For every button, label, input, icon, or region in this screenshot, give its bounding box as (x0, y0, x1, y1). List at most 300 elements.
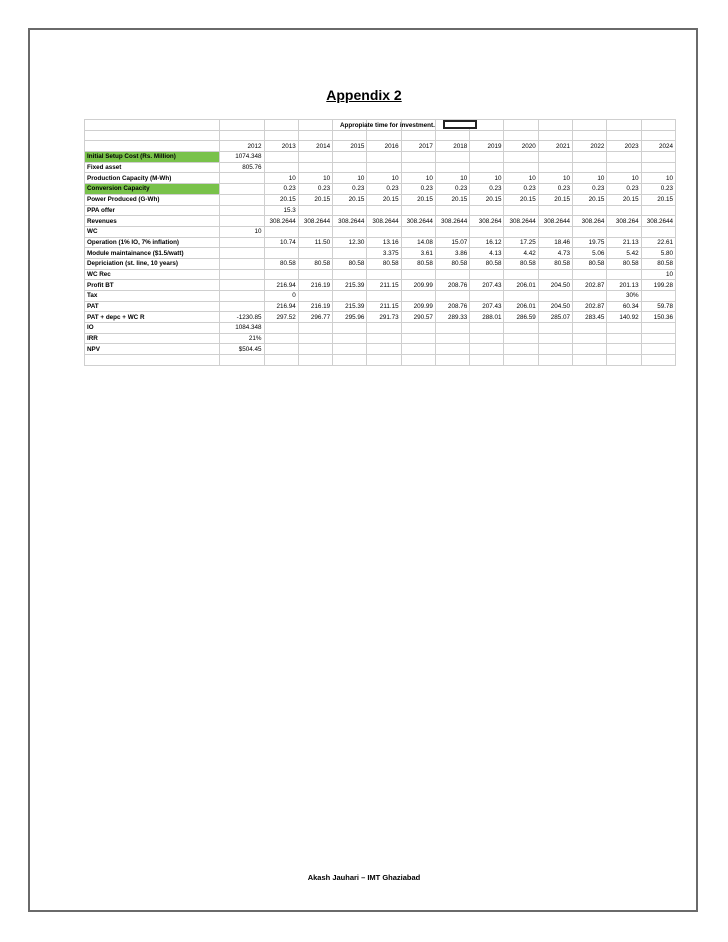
value-cell[interactable]: 13.16 (367, 237, 401, 248)
value-cell[interactable]: 308.2644 (401, 216, 435, 227)
value-cell[interactable] (504, 162, 538, 173)
value-cell[interactable]: 20.15 (298, 194, 332, 205)
value-cell[interactable] (641, 152, 675, 163)
value-cell[interactable]: 216.19 (298, 301, 332, 312)
value-cell[interactable]: 80.58 (538, 258, 572, 269)
value-cell[interactable] (220, 301, 264, 312)
value-cell[interactable] (264, 162, 298, 173)
value-cell[interactable] (298, 344, 332, 355)
value-cell[interactable] (401, 333, 435, 344)
value-cell[interactable] (367, 205, 401, 216)
value-cell[interactable]: 204.50 (538, 280, 572, 291)
value-cell[interactable] (367, 226, 401, 237)
value-cell[interactable]: 10 (470, 173, 504, 184)
selected-cell-box[interactable] (443, 120, 477, 129)
value-cell[interactable]: 286.59 (504, 312, 538, 323)
value-cell[interactable]: 140.92 (607, 312, 641, 323)
value-cell[interactable] (220, 291, 264, 302)
value-cell[interactable]: 17.25 (504, 237, 538, 248)
value-cell[interactable] (607, 205, 641, 216)
value-cell[interactable] (333, 291, 367, 302)
value-cell[interactable] (470, 291, 504, 302)
value-cell[interactable]: 22.61 (641, 237, 675, 248)
value-cell[interactable]: 12.30 (333, 237, 367, 248)
value-cell[interactable] (298, 269, 332, 280)
cell[interactable] (298, 120, 332, 131)
row-label[interactable]: Production Capacity (M-Wh) (85, 173, 220, 184)
value-cell[interactable] (435, 344, 469, 355)
value-cell[interactable]: 14.08 (401, 237, 435, 248)
cell[interactable] (264, 355, 298, 366)
value-cell[interactable] (573, 226, 607, 237)
value-cell[interactable] (435, 291, 469, 302)
value-cell[interactable]: 0.23 (298, 184, 332, 195)
cell[interactable] (504, 130, 538, 141)
value-cell[interactable] (607, 162, 641, 173)
value-cell[interactable]: 80.58 (367, 258, 401, 269)
year-header-cell[interactable]: 2019 (470, 141, 504, 152)
value-cell[interactable] (470, 205, 504, 216)
value-cell[interactable]: 215.39 (333, 280, 367, 291)
value-cell[interactable] (607, 333, 641, 344)
value-cell[interactable]: 283.45 (573, 312, 607, 323)
value-cell[interactable]: 290.57 (401, 312, 435, 323)
value-cell[interactable] (367, 152, 401, 163)
value-cell[interactable]: 3.86 (435, 248, 469, 259)
value-cell[interactable] (538, 333, 572, 344)
row-label[interactable]: Operation (1% IO, 7% inflation) (85, 237, 220, 248)
value-cell[interactable] (470, 344, 504, 355)
value-cell[interactable]: 10 (333, 173, 367, 184)
value-cell[interactable]: 202.87 (573, 280, 607, 291)
cell[interactable] (220, 130, 264, 141)
value-cell[interactable]: 308.264 (573, 216, 607, 227)
value-cell[interactable]: 80.58 (573, 258, 607, 269)
value-cell[interactable] (607, 269, 641, 280)
value-cell[interactable] (264, 323, 298, 334)
value-cell[interactable] (298, 248, 332, 259)
year-header-cell[interactable]: 2013 (264, 141, 298, 152)
year-header-cell[interactable]: 2020 (504, 141, 538, 152)
year-header-cell[interactable]: 2016 (367, 141, 401, 152)
value-cell[interactable] (435, 226, 469, 237)
value-cell[interactable]: 80.58 (401, 258, 435, 269)
value-cell[interactable]: 80.58 (504, 258, 538, 269)
cell[interactable] (538, 355, 572, 366)
cell[interactable] (298, 355, 332, 366)
value-cell[interactable]: 297.52 (264, 312, 298, 323)
value-cell[interactable] (435, 162, 469, 173)
value-cell[interactable]: 10 (435, 173, 469, 184)
value-cell[interactable]: 202.87 (573, 301, 607, 312)
value-cell[interactable] (538, 269, 572, 280)
value-cell[interactable]: 0.23 (538, 184, 572, 195)
value-cell[interactable] (435, 205, 469, 216)
cell[interactable] (607, 120, 641, 131)
value-cell[interactable] (298, 291, 332, 302)
value-cell[interactable] (220, 184, 264, 195)
year-header-cell[interactable]: 2023 (607, 141, 641, 152)
value-cell[interactable] (264, 248, 298, 259)
value-cell[interactable] (470, 152, 504, 163)
value-cell[interactable]: 10 (573, 173, 607, 184)
value-cell[interactable] (298, 323, 332, 334)
value-cell[interactable] (573, 291, 607, 302)
value-cell[interactable]: 15.07 (435, 237, 469, 248)
value-cell[interactable] (573, 162, 607, 173)
value-cell[interactable]: 0 (264, 291, 298, 302)
value-cell[interactable]: 10.74 (264, 237, 298, 248)
value-cell[interactable]: 10 (220, 226, 264, 237)
value-cell[interactable] (607, 323, 641, 334)
year-header-cell[interactable]: 2024 (641, 141, 675, 152)
value-cell[interactable] (607, 226, 641, 237)
value-cell[interactable] (504, 152, 538, 163)
cell[interactable] (333, 130, 367, 141)
row-label[interactable]: Initial Setup Cost (Rs. Million) (85, 152, 220, 163)
value-cell[interactable]: 199.28 (641, 280, 675, 291)
value-cell[interactable] (298, 162, 332, 173)
value-cell[interactable] (333, 344, 367, 355)
value-cell[interactable]: 5.80 (641, 248, 675, 259)
value-cell[interactable] (538, 323, 572, 334)
value-cell[interactable] (435, 333, 469, 344)
value-cell[interactable] (220, 237, 264, 248)
value-cell[interactable]: 4.73 (538, 248, 572, 259)
value-cell[interactable] (264, 333, 298, 344)
value-cell[interactable]: 308.2644 (367, 216, 401, 227)
value-cell[interactable]: 308.264 (470, 216, 504, 227)
value-cell[interactable]: 291.73 (367, 312, 401, 323)
value-cell[interactable]: 296.77 (298, 312, 332, 323)
value-cell[interactable]: 0.23 (435, 184, 469, 195)
value-cell[interactable]: 80.58 (607, 258, 641, 269)
value-cell[interactable] (220, 194, 264, 205)
value-cell[interactable] (573, 344, 607, 355)
value-cell[interactable] (470, 269, 504, 280)
value-cell[interactable]: 10 (401, 173, 435, 184)
value-cell[interactable]: 10 (367, 173, 401, 184)
value-cell[interactable]: 19.75 (573, 237, 607, 248)
value-cell[interactable] (333, 226, 367, 237)
year-header-cell[interactable]: 2021 (538, 141, 572, 152)
value-cell[interactable] (367, 323, 401, 334)
value-cell[interactable] (504, 226, 538, 237)
value-cell[interactable] (641, 344, 675, 355)
value-cell[interactable]: 0.23 (504, 184, 538, 195)
value-cell[interactable]: 308.2644 (333, 216, 367, 227)
cell[interactable] (538, 120, 572, 131)
value-cell[interactable]: 0.23 (470, 184, 504, 195)
cell[interactable] (401, 130, 435, 141)
value-cell[interactable]: 207.43 (470, 301, 504, 312)
value-cell[interactable] (504, 269, 538, 280)
year-header-cell[interactable]: 2012 (220, 141, 264, 152)
value-cell[interactable] (401, 344, 435, 355)
value-cell[interactable] (367, 344, 401, 355)
year-header-cell[interactable]: 2017 (401, 141, 435, 152)
value-cell[interactable] (504, 205, 538, 216)
cell[interactable] (573, 130, 607, 141)
value-cell[interactable] (298, 226, 332, 237)
value-cell[interactable]: 80.58 (333, 258, 367, 269)
value-cell[interactable] (220, 205, 264, 216)
value-cell[interactable] (435, 323, 469, 334)
value-cell[interactable]: 20.15 (435, 194, 469, 205)
value-cell[interactable] (470, 333, 504, 344)
value-cell[interactable]: 308.2644 (298, 216, 332, 227)
value-cell[interactable] (298, 333, 332, 344)
value-cell[interactable] (504, 291, 538, 302)
value-cell[interactable]: 0.23 (607, 184, 641, 195)
value-cell[interactable] (435, 152, 469, 163)
cell[interactable] (435, 130, 469, 141)
value-cell[interactable] (538, 226, 572, 237)
value-cell[interactable] (573, 333, 607, 344)
value-cell[interactable]: 209.99 (401, 301, 435, 312)
cell[interactable] (538, 130, 572, 141)
year-header-cell[interactable]: 2022 (573, 141, 607, 152)
value-cell[interactable] (333, 248, 367, 259)
value-cell[interactable] (220, 280, 264, 291)
value-cell[interactable]: 0.23 (641, 184, 675, 195)
value-cell[interactable]: 308.2644 (641, 216, 675, 227)
value-cell[interactable] (298, 152, 332, 163)
value-cell[interactable] (367, 333, 401, 344)
cell[interactable] (470, 355, 504, 366)
row-label[interactable]: PAT + depc + WC R (85, 312, 220, 323)
value-cell[interactable]: 20.15 (470, 194, 504, 205)
value-cell[interactable]: 150.36 (641, 312, 675, 323)
value-cell[interactable]: 285.07 (538, 312, 572, 323)
value-cell[interactable] (220, 248, 264, 259)
value-cell[interactable]: 0.23 (401, 184, 435, 195)
value-cell[interactable]: 10 (641, 173, 675, 184)
row-label[interactable]: Profit BT (85, 280, 220, 291)
value-cell[interactable]: 3.61 (401, 248, 435, 259)
row-label[interactable]: IRR (85, 333, 220, 344)
value-cell[interactable] (220, 173, 264, 184)
cell[interactable] (220, 120, 264, 131)
value-cell[interactable] (504, 333, 538, 344)
value-cell[interactable]: 10 (607, 173, 641, 184)
cell[interactable] (264, 130, 298, 141)
value-cell[interactable]: 20.15 (607, 194, 641, 205)
value-cell[interactable]: 20.15 (401, 194, 435, 205)
value-cell[interactable] (538, 162, 572, 173)
value-cell[interactable]: 288.01 (470, 312, 504, 323)
value-cell[interactable]: 20.15 (504, 194, 538, 205)
value-cell[interactable]: 295.96 (333, 312, 367, 323)
value-cell[interactable] (641, 226, 675, 237)
value-cell[interactable]: 16.12 (470, 237, 504, 248)
value-cell[interactable]: 20.15 (538, 194, 572, 205)
cell[interactable] (367, 130, 401, 141)
value-cell[interactable]: 11.50 (298, 237, 332, 248)
value-cell[interactable] (333, 269, 367, 280)
value-cell[interactable]: 60.34 (607, 301, 641, 312)
value-cell[interactable] (641, 323, 675, 334)
value-cell[interactable] (470, 162, 504, 173)
value-cell[interactable]: 805.76 (220, 162, 264, 173)
value-cell[interactable] (607, 344, 641, 355)
value-cell[interactable]: -1230.85 (220, 312, 264, 323)
value-cell[interactable] (401, 226, 435, 237)
value-cell[interactable] (220, 216, 264, 227)
value-cell[interactable] (367, 162, 401, 173)
value-cell[interactable]: 204.50 (538, 301, 572, 312)
cell[interactable] (85, 130, 220, 141)
row-label[interactable]: Revenues (85, 216, 220, 227)
value-cell[interactable] (538, 205, 572, 216)
year-header-cell[interactable]: 2018 (435, 141, 469, 152)
value-cell[interactable] (298, 205, 332, 216)
cell[interactable] (85, 120, 220, 131)
value-cell[interactable] (401, 152, 435, 163)
value-cell[interactable]: 211.15 (367, 301, 401, 312)
value-cell[interactable] (641, 333, 675, 344)
value-cell[interactable]: 216.94 (264, 280, 298, 291)
value-cell[interactable]: 10 (538, 173, 572, 184)
cell[interactable] (607, 355, 641, 366)
row-label[interactable]: NPV (85, 344, 220, 355)
value-cell[interactable] (607, 152, 641, 163)
row-label[interactable]: Conversion Capacity (85, 184, 220, 195)
value-cell[interactable]: 208.76 (435, 301, 469, 312)
value-cell[interactable]: 80.58 (435, 258, 469, 269)
value-cell[interactable]: 80.58 (298, 258, 332, 269)
cell[interactable] (220, 355, 264, 366)
value-cell[interactable] (504, 323, 538, 334)
value-cell[interactable]: 59.78 (641, 301, 675, 312)
value-cell[interactable]: 10 (264, 173, 298, 184)
value-cell[interactable]: 1084.348 (220, 323, 264, 334)
value-cell[interactable] (333, 205, 367, 216)
value-cell[interactable] (220, 269, 264, 280)
value-cell[interactable] (264, 344, 298, 355)
value-cell[interactable] (401, 205, 435, 216)
row-label[interactable]: WC (85, 226, 220, 237)
row-label[interactable]: PAT (85, 301, 220, 312)
value-cell[interactable]: 308.2644 (264, 216, 298, 227)
value-cell[interactable]: 20.15 (333, 194, 367, 205)
value-cell[interactable] (333, 323, 367, 334)
value-cell[interactable] (264, 152, 298, 163)
value-cell[interactable] (641, 162, 675, 173)
value-cell[interactable]: 4.13 (470, 248, 504, 259)
value-cell[interactable]: 80.58 (470, 258, 504, 269)
row-label[interactable]: WC Rec (85, 269, 220, 280)
value-cell[interactable]: 20.15 (367, 194, 401, 205)
value-cell[interactable]: 30% (607, 291, 641, 302)
value-cell[interactable]: 308.2644 (504, 216, 538, 227)
value-cell[interactable]: 10 (298, 173, 332, 184)
cell[interactable] (504, 120, 538, 131)
value-cell[interactable]: 209.99 (401, 280, 435, 291)
value-cell[interactable]: 206.01 (504, 280, 538, 291)
value-cell[interactable]: 3.375 (367, 248, 401, 259)
row-label[interactable]: Depriciation (st. line, 10 years) (85, 258, 220, 269)
value-cell[interactable]: 201.13 (607, 280, 641, 291)
value-cell[interactable]: 211.15 (367, 280, 401, 291)
value-cell[interactable]: 20.15 (264, 194, 298, 205)
value-cell[interactable]: 80.58 (264, 258, 298, 269)
value-cell[interactable]: 80.58 (641, 258, 675, 269)
cell[interactable] (435, 355, 469, 366)
value-cell[interactable] (333, 152, 367, 163)
value-cell[interactable]: $504.45 (220, 344, 264, 355)
cell[interactable] (85, 141, 220, 152)
value-cell[interactable] (641, 291, 675, 302)
value-cell[interactable] (470, 323, 504, 334)
cell[interactable] (641, 130, 675, 141)
value-cell[interactable] (435, 269, 469, 280)
value-cell[interactable]: 5.42 (607, 248, 641, 259)
cell[interactable] (264, 120, 298, 131)
cell[interactable] (504, 355, 538, 366)
value-cell[interactable]: 4.42 (504, 248, 538, 259)
value-cell[interactable] (641, 205, 675, 216)
value-cell[interactable]: 0.23 (573, 184, 607, 195)
value-cell[interactable]: 308.2644 (538, 216, 572, 227)
value-cell[interactable] (573, 205, 607, 216)
value-cell[interactable]: 0.23 (333, 184, 367, 195)
value-cell[interactable]: 1074.348 (220, 152, 264, 163)
cell[interactable] (333, 355, 367, 366)
value-cell[interactable] (573, 269, 607, 280)
value-cell[interactable]: 289.33 (435, 312, 469, 323)
value-cell[interactable] (401, 162, 435, 173)
value-cell[interactable]: 308.264 (607, 216, 641, 227)
value-cell[interactable] (538, 291, 572, 302)
value-cell[interactable]: 10 (641, 269, 675, 280)
value-cell[interactable]: 308.2644 (435, 216, 469, 227)
value-cell[interactable] (333, 333, 367, 344)
value-cell[interactable] (401, 323, 435, 334)
value-cell[interactable]: 18.46 (538, 237, 572, 248)
value-cell[interactable] (504, 344, 538, 355)
cell[interactable] (298, 130, 332, 141)
value-cell[interactable]: 20.15 (641, 194, 675, 205)
value-cell[interactable] (333, 162, 367, 173)
cell[interactable] (367, 355, 401, 366)
value-cell[interactable]: 216.19 (298, 280, 332, 291)
value-cell[interactable]: 0.23 (264, 184, 298, 195)
value-cell[interactable]: 15.3 (264, 205, 298, 216)
cell[interactable] (573, 120, 607, 131)
cell[interactable] (573, 355, 607, 366)
value-cell[interactable]: 206.01 (504, 301, 538, 312)
value-cell[interactable]: 208.76 (435, 280, 469, 291)
value-cell[interactable] (470, 226, 504, 237)
value-cell[interactable]: 10 (504, 173, 538, 184)
value-cell[interactable]: 21% (220, 333, 264, 344)
cell[interactable] (641, 120, 675, 131)
value-cell[interactable]: 215.39 (333, 301, 367, 312)
value-cell[interactable] (367, 269, 401, 280)
row-label[interactable]: Power Produced (G-Wh) (85, 194, 220, 205)
value-cell[interactable]: 207.43 (470, 280, 504, 291)
row-label[interactable]: Fixed asset (85, 162, 220, 173)
value-cell[interactable] (573, 323, 607, 334)
cell[interactable] (641, 355, 675, 366)
cell[interactable] (85, 355, 220, 366)
value-cell[interactable] (538, 152, 572, 163)
value-cell[interactable]: 5.06 (573, 248, 607, 259)
value-cell[interactable] (264, 226, 298, 237)
value-cell[interactable] (573, 152, 607, 163)
value-cell[interactable]: 0.23 (367, 184, 401, 195)
